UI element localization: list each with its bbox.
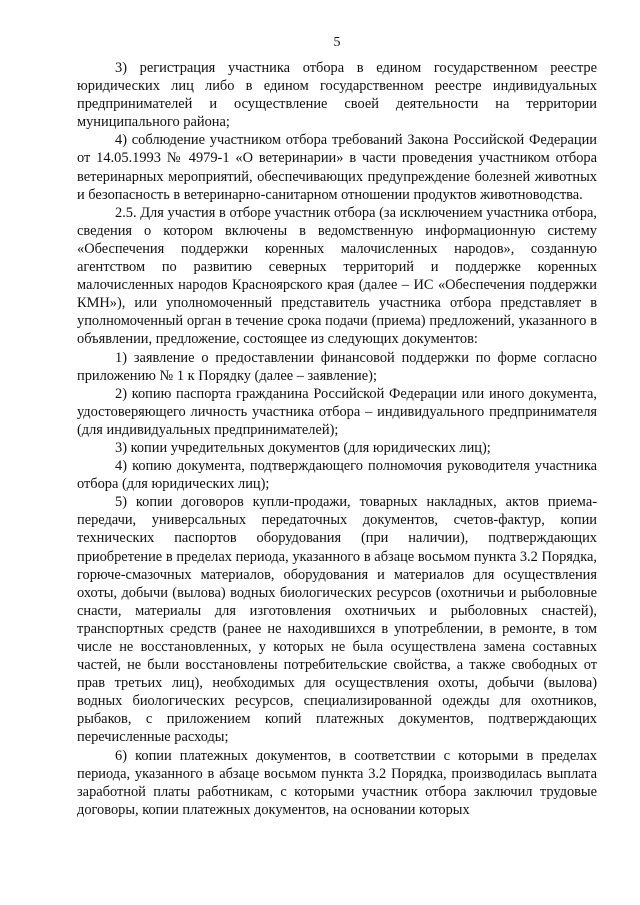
paragraph-registration: 3) регистрация участника отбора в едином государственном реестре юридических лиц либо в едином государственном реестре индивидуальных предпринимателей и осуществление своей деятельности на территории муниципального района; (77, 60, 597, 131)
paragraph-founding-documents: 3) копии учредительных документов (для юридических лиц); (115, 439, 491, 456)
paragraph-veterinary: 4) соблюдение участником отбора требований Закона Российской Федерации от 14.05.1993 № 4979-1 «О ветеринарии» в части проведения участником отбора ветеринарных мероприятий, обеспечивающих предупреждение болезней животных и безопасность в ветеринарно-санитарном отношении продуктов животноводства. (77, 132, 597, 203)
page-number: 5 (333, 35, 341, 50)
paragraph-passport: 2) копию паспорта гражданина Российской Федерации или иного документа, удостоверяющего личность участника отбора – индивидуального предпринимателя (для индивидуальных предпринимателей); (77, 385, 597, 438)
paragraph-authority-document: 4) копию документа, подтверждающего полномочия руководителя участника отбора (для юридических лиц); (77, 458, 597, 493)
paragraph-payment-documents: 6) копии платежных документов, в соответствии с которыми в пределах периода, указанного в абзаце восьмом пункта 3.2 Порядка, производилась выплата заработной платы работникам, с которыми участник отбора заключил трудовые договоры, копии платежных документов, на основании которых (77, 747, 597, 818)
paragraph-application: 1) заявление о предоставлении финансовой поддержки по форме согласно приложению № 1 к Порядку (далее – заявление); (77, 349, 597, 384)
paragraph-purchase-contracts: 5) копии договоров купли-продажи, товарных накладных, актов приема-передачи, универсальных передаточных документов, счетов-фактур, копии технических паспортов оборудования (при наличии), подтверждающих приобретение в пределах периода, указанного в абзаце восьмом пункта 3.2 Порядка, горюче-смазочных материалов, оборудования и материалов для осуществления охоты, добычи (вылова) водных биологических ресурсов (охотничьи и рыболовные снасти, материалы для изготовления охотничьих и рыболовных снастей), транспортных средств (ранее не находившихся в употреблении, в ремонте, в том числе не восстановленных, у которых не была осуществлена замена составных частей, не были восстановлены потребительские свойства, а также свободных от прав третьих лиц), необходимых для осуществления охоты, добычи (вылова) водных биологических ресурсов, специализированной одежды для охотников, рыбаков, с приложением копий платежных документов, подтверждающих перечисленные расходы; (77, 494, 597, 746)
document-page (77, 34, 597, 819)
paragraph-section-2-5: 2.5. Для участия в отборе участник отбора (за исключением участника отбора, сведения о котором включены в ведомственную информационную систему «Обеспечения поддержки коренных малочисленных народов», созданную агентством по развитию северных территорий и поддержке коренных малочисленных народов Красноярского края (далее – ИС «Обеспечения поддержки КМН»), или уполномоченный представитель участника отбора представляет в уполномоченный орган в течение срока подачи (приема) предложений, указанного в объявлении, предложение, состоящее из следующих документов: (77, 204, 597, 348)
